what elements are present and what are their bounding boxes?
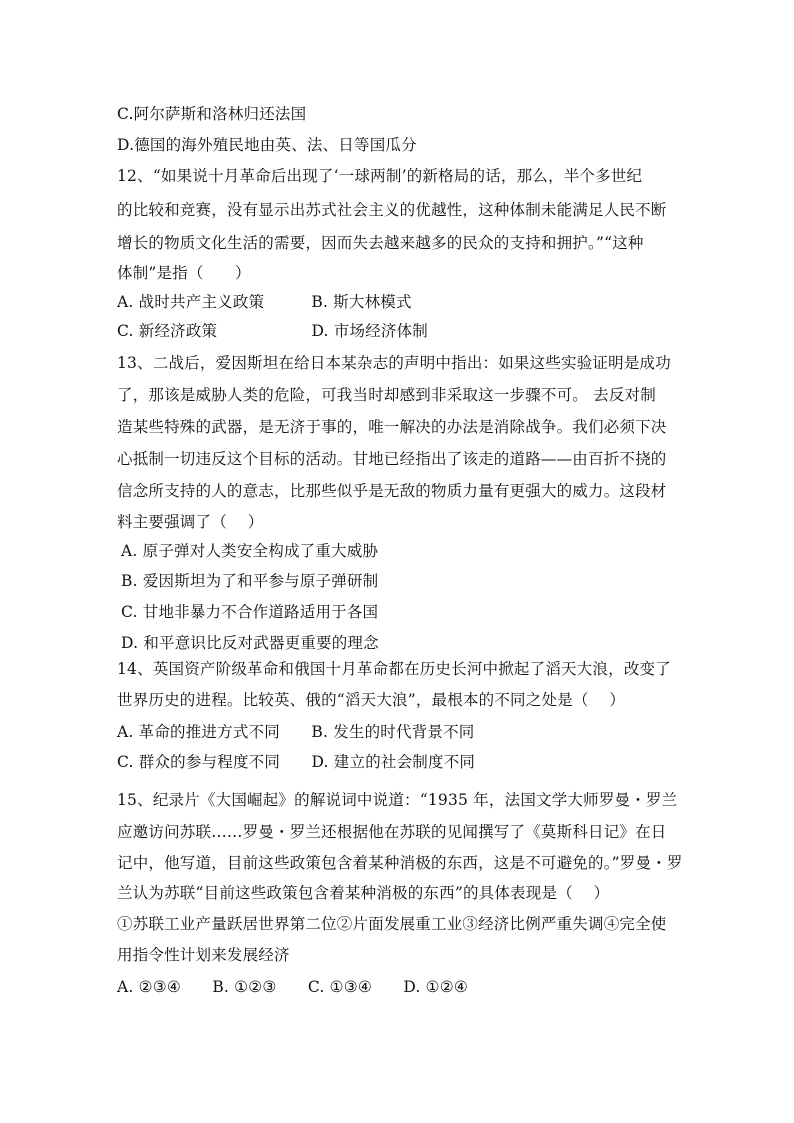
question-12-text: 12、“如果说十月革命后出现了‘一球两制’的新格局的话，那么，半个多世纪 (117, 167, 643, 185)
question-text-line: 记中，他写道，目前这些政策包含着某种消极的东西，这是不可避免的。”罗曼・罗 (117, 854, 683, 872)
question-text-line: 体制”是指（ ） (117, 264, 251, 282)
question-text-line: 世界历史的进程。比较英、俄的“滔天大浪”，最根本的不同之处是（ ） (117, 691, 626, 709)
question-15-text: 15、纪录片《大国崛起》的解说词中说道：“1935 年，法国文学大师罗曼・罗兰 (117, 791, 678, 809)
question-text-line: 信念所支持的人的意志，比那些似乎是无敌的物质力量有更强大的威力。这段材 (117, 482, 667, 500)
option-line: D. 和平意识比反对武器更重要的理念 (121, 634, 379, 652)
question-text-line: 造某些特殊的武器，是无济于事的，唯一解决的办法是消除战争。我们必须下决 (117, 418, 667, 436)
option-line: C.阿尔萨斯和洛林归还法国 (117, 105, 307, 123)
option-line: A. 革命的推进方式不同 B. 发生的时代背景不同 (117, 723, 475, 741)
question-text-line: ①苏联工业产量跃居世界第二位②片面发展重工业③经济比例严重失调④完全使 (117, 915, 667, 933)
question-14-text: 14、英国资产阶级革命和俄国十月革命都在历史长河中掀起了滔天大浪，改变了 (117, 660, 671, 678)
question-text-line: 料主要强调了（ ） (117, 513, 264, 531)
question-13-text: 13、二战后，爱因斯坦在给日本某杂志的声明中指出：如果这些实验证明是成功 (117, 354, 671, 372)
question-text-line: 增长的物质文化生活的需要，因而失去越来越多的民众的支持和拥护。”“这种 (117, 234, 644, 252)
option-line: C. 新经济政策 D. 市场经济体制 (117, 322, 428, 340)
option-line: A. 战时共产主义政策 B. 斯大林模式 (117, 293, 412, 311)
option-line: B. 爱因斯坦为了和平参与原子弹研制 (121, 572, 379, 590)
question-text-line: 的比较和竞赛，没有显示出苏式社会主义的优越性，这种体制未能满足人民不断 (117, 201, 667, 219)
question-text-line: 心抵制一切违反这个目标的活动。甘地已经指出了该走的道路——由百折不挠的 (117, 450, 667, 468)
question-text-line: 了，那该是威胁人类的危险，可我当时却感到非采取这一步骤不可。 去反对制 (117, 386, 656, 404)
option-line: A. ②③④ B. ①②③ C. ①③④ D. ①②④ (117, 978, 468, 996)
option-line: D.德国的海外殖民地由英、法、日等国瓜分 (117, 136, 417, 154)
option-line: C. 甘地非暴力不合作道路适用于各国 (121, 603, 379, 621)
question-text-line: 应邀访问苏联……罗曼・罗兰还根据他在苏联的见闻撰写了《莫斯科日记》在日 (117, 823, 667, 841)
question-text-line: 兰认为苏联“目前这些政策包含着某种消极的东西”的具体表现是（ ） (117, 884, 610, 902)
question-text-line: 用指令性计划来发展经济 (117, 946, 290, 964)
option-line: A. 原子弹对人类安全构成了重大威胁 (121, 542, 379, 560)
option-line: C. 群众的参与程度不同 D. 建立的社会制度不同 (117, 753, 476, 771)
